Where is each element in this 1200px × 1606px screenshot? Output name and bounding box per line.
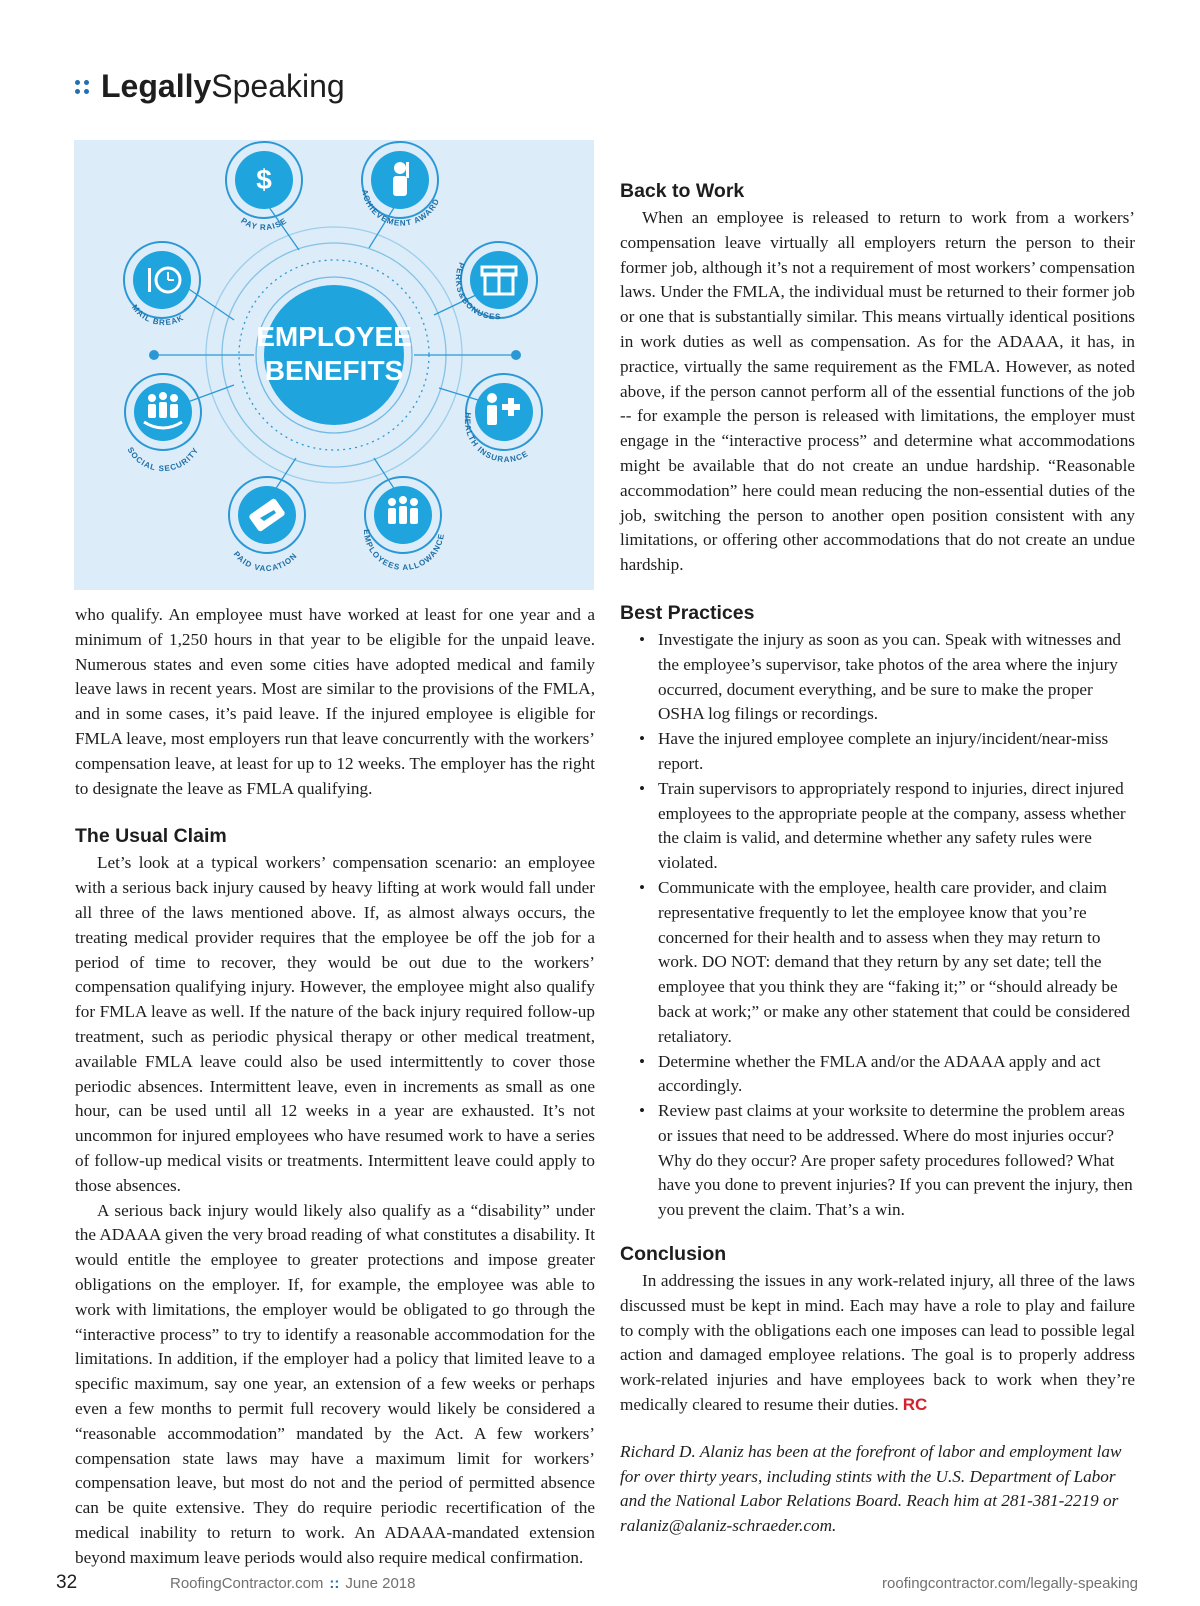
left-column xyxy=(75,603,595,1570)
perks-label: PERKS&BONUSES xyxy=(453,261,502,322)
people-check-icon xyxy=(388,496,418,524)
benefit-mail-break xyxy=(124,242,200,327)
dollar-icon: $ xyxy=(256,164,272,195)
back-to-work-heading: Back to Work xyxy=(620,180,745,202)
intro-paragraph: who qualify. An employee must have worked at least for one year and a minimum of 1,250 hours in that year to be eligible for the unpaid leave. Numerous states and even some cities have adopted medical and family leave laws in recent years. Most are similar to the provisions of the FMLA, and in some cases, it’s paid leave. If the injured employee is eligible for FMLA leave, most employers run that leave concurrently with the workers’ compensation leave, at least for up to 12 weeks. The employer has the right to designate the leave as FMLA qualifying. xyxy=(75,605,595,798)
center-line2: BENEFITS xyxy=(264,355,404,386)
list-item: • Have the injured employee complete an injury/incident/near-miss report. xyxy=(620,727,1135,777)
usual-claim-paragraph-2: A serious back injury would likely also qualify as a “disability” under the ADAAA given the very broad reading of what constitutes a disability. It would entitle the employee to greater protections and impose greater obligations on the employer. If, for example, the employee was able to work with limitations, the employer would be obligated to go through the “interactive process” to try to identify a reasonable accommodation for the limitations. In addition, if the employer had a policy that limited leave to a specific maximum, say one year, an extension of a few weeks or perhaps even a few months to permit full recovery would likely be considered a “reasonable accommodation” mandated by the Act. A few workers’ compensation state laws may have a maximum limit for workers’ compensation leave, but most do not and the period of permitted absence can be quite extensive. They do require periodic recertification of the medical inability to return to work. An ADAAA-mandated extension beyond maximum leave periods would also require medical confirmation. xyxy=(75,1200,595,1567)
center-line1: EMPLOYEE xyxy=(256,321,412,352)
list-item: • Train supervisors to appropriately respond to injuries, direct injured employees to the appropriate people at the company, assess whether the claim is valid, and determine whether any safety rules were violated. xyxy=(620,777,1135,876)
allowance-label: EMPLOYEES ALLOWANCE xyxy=(361,529,446,573)
achievement-label: ACHIEVEMENT AWARD xyxy=(360,188,442,228)
list-item: • Review past claims at your worksite to determine the problem areas or issues that need to be addressed. Where do most injuries occur? Why do they occur? Are proper safety procedures followed? What have you done to prevent injuries? If you can prevent the injury, then you prevent the claim. That’s a win. xyxy=(620,1099,1135,1223)
issue-date: June 2018 xyxy=(345,1575,416,1592)
best-practices-list xyxy=(620,628,1135,1223)
pay-raise-label: PAY RAISE xyxy=(239,216,289,233)
footer-url[interactable]: roofingcontractor.com/legally-speaking xyxy=(882,1575,1138,1592)
publication-name: RoofingContractor.com xyxy=(170,1575,324,1592)
person-award-icon xyxy=(393,162,409,196)
node-dot xyxy=(149,350,159,360)
list-item: • Investigate the injury as soon as you can. Speak with witnesses and the employee’s supervisor, take photos of the area where the injury occurred, document everything, and be sure to make the proper OSHA log filings or recordings. xyxy=(620,628,1135,727)
section-title: LegallySpeaking xyxy=(101,68,345,104)
benefit-social-security xyxy=(125,374,201,473)
header-dots-icon xyxy=(75,80,89,94)
conclusion-text: In addressing the issues in any work-related injury, all three of the laws discussed must be kept in mind. Each may have a role to play and failure to comply with the obligations each one imposes can lead to possible legal action and damaged employee relations. The goal is to properly address work-related injuries and have employees back to work when they’re medically cleared to resume their duties. xyxy=(620,1271,1135,1415)
end-mark: RC xyxy=(902,1395,928,1415)
footer-publication xyxy=(170,1575,415,1592)
node-dot xyxy=(511,350,521,360)
benefit-pay-raise xyxy=(226,142,302,232)
list-item: • Communicate with the employee, health care provider, and claim representative frequently to let the employee know that you’re concerned for their health and to assess when they may return to work. DO NOT: demand that they return by any set date; tell the employee that you think they are “faking it;” or “should already be back at work;” or make any other statement that could be considered retaliatory. xyxy=(620,876,1135,1050)
vacation-label: PAID VACATION xyxy=(231,549,300,574)
conclusion-paragraph xyxy=(620,1269,1135,1418)
conclusion-heading: Conclusion xyxy=(620,1243,727,1266)
benefit-health-insurance xyxy=(463,374,542,464)
benefit-achievement-award xyxy=(360,142,441,228)
benefit-paid-vacation xyxy=(229,477,305,573)
page-footer xyxy=(0,1572,1200,1600)
benefit-employees-allowance xyxy=(362,477,446,572)
list-item: • Determine whether the FMLA and/or the ADAAA apply and act accordingly. xyxy=(620,1050,1135,1100)
back-to-work-paragraph: When an employee is released to return to work from a workers’ compensation leave virtually all employers return the person to their former job, although it’s not a requirement of most workers’ compensation laws. Under the FMLA, the individual must be returned to their former job or one that is substantially similar. This means virtually identical positions in work duties as well as compensation. As for the ADAAA, it has, in practice, virtually the same requirement as the FMLA. However, as noted above, if the person cannot perform all of the essential functions of the job -- for example the person is released with limitations, the employer must engage in the “interactive process” and determine what accommodations might be available that do not create an undue hardship. “Reasonable accommodation” here could mean reducing the non-essential duties of the job, switching the person to another open position consistent with any limitations, or offering other accommodations that do not create an undue hardship. xyxy=(620,208,1135,575)
author-bio: Richard D. Alaniz has been at the forefront of labor and employment law for over thirty years, including stints with the U.S. Department of Labor and the National Labor Relations Board. Reach him at 281-381-2219 or ralaniz@alaniz-schraeder.com. xyxy=(620,1441,1122,1536)
social-security-label: SOCIAL SECURITY xyxy=(125,445,201,474)
mail-break-label: MAIL BREAK xyxy=(130,302,186,328)
usual-claim-heading: The Usual Claim xyxy=(75,825,227,848)
benefit-perks-bonuses xyxy=(454,242,537,321)
footer-separator: :: xyxy=(329,1575,340,1592)
usual-claim-paragraph-1: Let’s look at a typical workers’ compensation scenario: an employee with a serious back injury caused by heavy lifting at work would fall under all three of the laws mentioned above. If, as almost always occurs, the treating medical provider requires that the employee be off the job for a period of time to recover, they would be out due to the workers’ compensation qualifying injury. However, the employee might also qualify for FMLA leave as well. If the nature of the back injury required follow-up treatment, such as periodic physical therapy or other medical treatment, available FMLA leave could also be used intermittently to cover those periodic absences. Intermittent leave, even in increments as small as one hour, can be used until all 12 weeks in a year are exhausted. It’s not uncommon for injured employees who have resumed work to have a series of follow-up medical visits or treatments. Intermittent leave could apply to those absences. xyxy=(75,853,595,1195)
section-header xyxy=(75,68,345,105)
page-number: 32 xyxy=(56,1572,78,1593)
right-column xyxy=(620,179,1135,1539)
health-label: HEALTH INSURANCE xyxy=(462,411,531,465)
employee-benefits-illustration xyxy=(74,140,594,590)
best-practices-heading: Best Practices xyxy=(620,601,755,624)
